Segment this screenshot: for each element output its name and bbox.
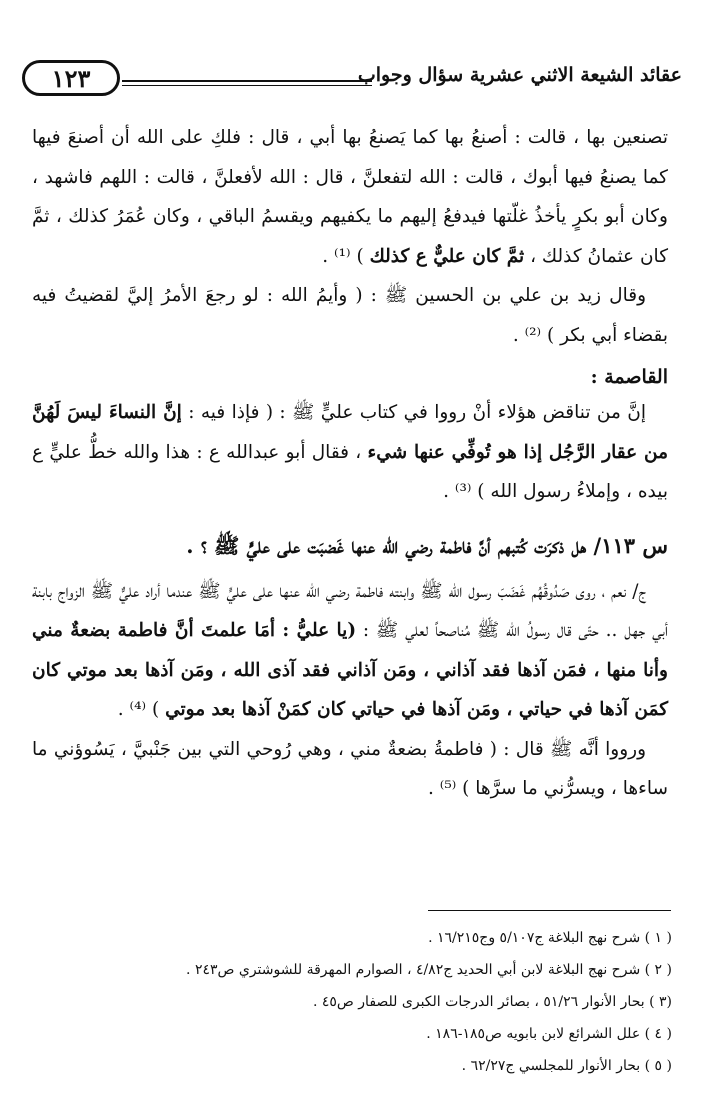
running-title: عقائد الشيعة الاثني عشرية سؤال وجواب bbox=[357, 64, 682, 86]
text-run: ج/ نعم ، روى صَدُوقُهُم غَضَبَ رسول الله ﷺ وابنته فاطمة رضي الله عنها على عليٍّ ﷺ عندما أراد عليٌّ ﷺ الزواج بابنة أبي جهل .. حتّى قال رسولُ الله ﷺ مُناصحاً لعلي ﷺ : bbox=[32, 580, 668, 641]
text-run: ورووا أنَّه ﷺ قال : ( فاطمةُ بضعةٌ مني ، وهي رُوحي التي بين جَنْبيَّ ، يَسُوؤني ما ساءها ، ويسرُّني ما سرَّها ) ⁽⁵⁾ . bbox=[32, 738, 668, 799]
text-run: وقال زيد بن علي بن الحسين ﷺ : ( وأيمُ الله : لو رجعَ الأمرُ إليَّ لقضيتُ فيه بقضاء أبي بكر ) ⁽²⁾ . bbox=[32, 285, 668, 346]
page-number-badge: ١٢٣ bbox=[22, 60, 120, 96]
emphasized-text: إنَّ النساءَ ليسَ لَهُنَّ من عقار الرَّجُل إذا هو تُوفِّي عنها شيء bbox=[32, 402, 668, 463]
header-rule-thin bbox=[122, 85, 372, 86]
footnote: ( ٢ ) شرح نهج البلاغة لابن أبي الحديد ج٤/٨٢ ، الصوارم المهرقة للشوشتري ص٢٤٣ . bbox=[186, 962, 672, 978]
emphasized-text: القاصمة : bbox=[590, 366, 668, 388]
body-paragraph bbox=[32, 276, 668, 355]
footnote: ( ١ ) شرح نهج البلاغة ج٥/١٠٧ وج١٦/٢١٥ . bbox=[428, 930, 672, 946]
footnote: ( ٥ ) بحار الأنوار للمجلسي ج٦٢/٢٧ . bbox=[461, 1058, 672, 1074]
text-run: إنَّ من تناقض هؤلاء أنْ رووا في كتاب عليٍّ ﷺ : ( فإذا فيه : bbox=[181, 402, 646, 423]
body-paragraph bbox=[32, 572, 668, 730]
body-paragraph bbox=[32, 118, 668, 276]
footnote: ( ٤ ) علل الشرائع لابن بابويه ص١٨٥-١٨٦ . bbox=[426, 1026, 672, 1042]
header-rule bbox=[122, 80, 372, 82]
section-heading bbox=[32, 361, 668, 393]
body-paragraph bbox=[32, 393, 668, 512]
text-run: ) ⁽⁴⁾ . bbox=[117, 699, 166, 720]
text-run: ) ⁽¹⁾ . bbox=[322, 245, 370, 267]
emphasized-text: (يا عليُّ : أمَا علمتَ أنَّ فاطمة بضعةٌ مني وأنا منها ، فمَن آذها فقد آذاني ، ومَن آذاني فقد آذى الله ، ومَن آذها بعد موتي كان كمَن آذها في حياتي ، ومَن آذها في حياتي كان كمَنْ آذها بعد موتي bbox=[32, 620, 668, 720]
footnote-separator bbox=[428, 910, 671, 911]
footnote: (٣ ) بحار الأنوار ٥١/٢٦ ، بصائر الدرجات الكبرى للصفار ص٤٥ . bbox=[312, 994, 672, 1010]
emphasized-text: ثمَّ كان عليٌّ ع كذلك bbox=[369, 245, 525, 267]
text-run: ، فقال أبو عبدالله ع : هذا والله خطُّ عليٍّ ع بيده ، وإملاءُ رسول الله ) ⁽³⁾ . bbox=[32, 441, 668, 502]
page-header bbox=[22, 58, 682, 100]
main-text bbox=[32, 118, 668, 809]
question-heading bbox=[32, 526, 668, 566]
emphasized-text: س ١١٣/ هل ذكرَت كُتبهم أنَّ فاطمة رضي الله عنها غَضبَت على عليٍّ ﷺ ؟ . bbox=[186, 532, 668, 558]
text-run: تصنعين بها ، قالت : أصنعُ بها كما يَصنعُ بها أبي ، قال : فلكِ على الله أن أصنعَ فيها كما يصنعُ فيها أبوك ، قالت : الله لتفعلنَّ ، قال : الله لأفعلنَّ ، قالت : اللهم فاشهد ، وكان أبو بكرٍ يأخذُ غلّتها فيدفعُ إليهم ما يكفيهم ويقسمُ الباقي ، وكان عُمَرُ كذلك ، ثمَّ كان عثمانُ كذلك ، bbox=[32, 127, 668, 267]
body-paragraph bbox=[32, 730, 668, 809]
footnotes bbox=[60, 922, 672, 1082]
